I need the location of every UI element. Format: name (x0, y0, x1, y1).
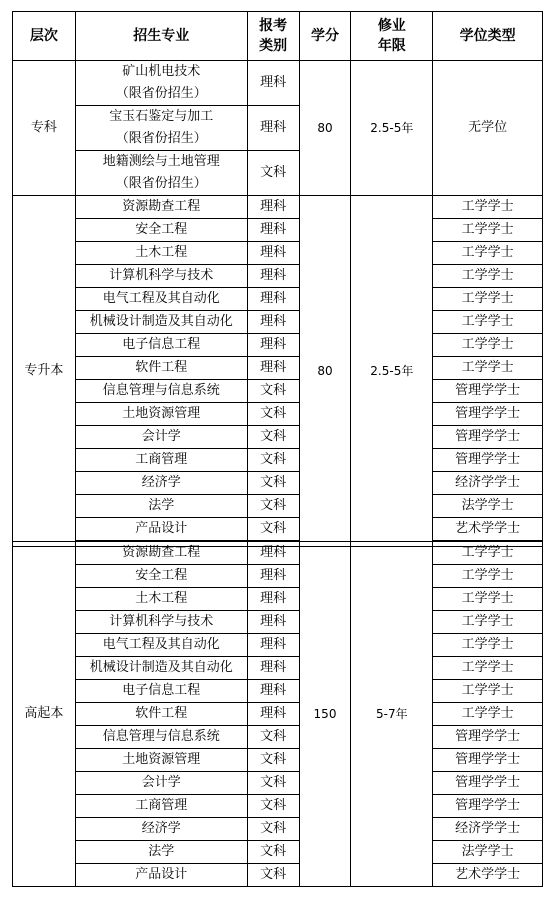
degree-cell: 无学位 (433, 61, 543, 196)
table-row (13, 749, 543, 772)
zhuanke-section (13, 61, 543, 196)
duration-cell: 2.5-5年 (351, 61, 433, 196)
category-cell: 理科 (247, 565, 299, 588)
major-cell: 信息管理与信息系统 (75, 380, 247, 403)
degree-cell: 工学学士 (433, 542, 543, 565)
major-cell: 产品设计 (75, 518, 247, 541)
degree-cell: 工学学士 (433, 357, 543, 380)
table-row (13, 311, 543, 334)
degree-cell: 艺术学学士 (433, 518, 543, 541)
category-cell: 文科 (247, 795, 299, 818)
category-cell: 理科 (247, 634, 299, 657)
major-cell: 安全工程 (75, 565, 247, 588)
category-cell: 理科 (247, 288, 299, 311)
table-row (13, 357, 543, 380)
table-row (13, 219, 543, 242)
header-level: 层次 (13, 12, 76, 61)
credits-cell: 150 (299, 542, 351, 887)
duration-cell: 2.5-5年 (351, 196, 433, 547)
degree-cell: 工学学士 (433, 219, 543, 242)
category-cell: 文科 (247, 518, 299, 541)
degree-cell: 工学学士 (433, 334, 543, 357)
category-cell: 理科 (247, 680, 299, 703)
degree-cell: 管理学学士 (433, 449, 543, 472)
category-cell: 理科 (247, 61, 299, 106)
level-cell: 专升本 (13, 196, 76, 547)
category-cell: 理科 (247, 196, 299, 219)
category-cell: 文科 (247, 726, 299, 749)
degree-cell: 法学学士 (433, 841, 543, 864)
degree-cell: 法学学士 (433, 495, 543, 518)
table-row (13, 657, 543, 680)
degree-cell: 经济学学士 (433, 472, 543, 495)
major-cell: 工商管理 (75, 795, 247, 818)
major-cell: 经济学 (75, 818, 247, 841)
major-name: 宝玉石鉴定与加工 (109, 109, 214, 124)
category-cell: 理科 (247, 334, 299, 357)
category-cell: 文科 (247, 495, 299, 518)
category-cell: 文科 (247, 426, 299, 449)
degree-cell: 管理学学士 (433, 380, 543, 403)
level-cell: 专科 (13, 61, 76, 196)
table-row (13, 611, 543, 634)
table-row (13, 196, 543, 219)
table-row (13, 61, 543, 106)
major-cell (75, 151, 247, 196)
category-cell: 理科 (247, 219, 299, 242)
table-row (13, 288, 543, 311)
category-cell: 理科 (247, 242, 299, 265)
major-cell: 土地资源管理 (75, 403, 247, 426)
major-cell (75, 61, 247, 106)
category-cell: 理科 (247, 106, 299, 151)
degree-cell: 工学学士 (433, 196, 543, 219)
category-cell: 理科 (247, 657, 299, 680)
degree-cell: 管理学学士 (433, 403, 543, 426)
category-cell: 文科 (247, 772, 299, 795)
table-row (13, 818, 543, 841)
degree-cell: 工学学士 (433, 657, 543, 680)
major-cell: 安全工程 (75, 219, 247, 242)
degree-cell: 艺术学学士 (433, 864, 543, 887)
table-row (13, 334, 543, 357)
category-cell: 理科 (247, 611, 299, 634)
degree-cell: 管理学学士 (433, 426, 543, 449)
table-row (13, 472, 543, 495)
table-row (13, 426, 543, 449)
category-cell: 文科 (247, 151, 299, 196)
category-cell: 理科 (247, 357, 299, 380)
major-cell: 工商管理 (75, 449, 247, 472)
category-cell: 文科 (247, 864, 299, 887)
zhuanshengben-section (13, 196, 543, 547)
major-cell: 机械设计制造及其自动化 (75, 311, 247, 334)
major-cell: 资源勘查工程 (75, 196, 247, 219)
table-row (13, 703, 543, 726)
category-cell: 理科 (247, 703, 299, 726)
duration-cell: 5-7年 (351, 542, 433, 887)
category-cell: 文科 (247, 380, 299, 403)
major-name: 矿山机电技术 (122, 64, 201, 79)
degree-cell: 工学学士 (433, 242, 543, 265)
major-cell: 软件工程 (75, 357, 247, 380)
gaoqiben-section (13, 542, 543, 887)
category-cell: 理科 (247, 542, 299, 565)
major-cell: 电子信息工程 (75, 680, 247, 703)
major-cell: 会计学 (75, 426, 247, 449)
degree-cell: 工学学士 (433, 634, 543, 657)
header-degree: 学位类型 (433, 12, 543, 61)
credits-cell: 80 (299, 61, 351, 196)
category-cell: 文科 (247, 841, 299, 864)
degree-cell: 工学学士 (433, 311, 543, 334)
major-cell: 土地资源管理 (75, 749, 247, 772)
degree-cell: 工学学士 (433, 288, 543, 311)
category-cell: 理科 (247, 588, 299, 611)
credits-cell: 80 (299, 196, 351, 547)
table-row (13, 680, 543, 703)
table-row (13, 518, 543, 541)
degree-cell: 管理学学士 (433, 795, 543, 818)
category-cell: 文科 (247, 472, 299, 495)
table-row (13, 403, 543, 426)
degree-cell: 工学学士 (433, 680, 543, 703)
table-row (13, 242, 543, 265)
table-row (13, 588, 543, 611)
degree-cell: 经济学学士 (433, 818, 543, 841)
table-row (13, 495, 543, 518)
category-cell: 文科 (247, 749, 299, 772)
major-cell: 电气工程及其自动化 (75, 288, 247, 311)
major-cell: 产品设计 (75, 864, 247, 887)
level-cell: 高起本 (13, 542, 76, 887)
degree-cell: 工学学士 (433, 703, 543, 726)
major-cell: 经济学 (75, 472, 247, 495)
major-cell: 法学 (75, 495, 247, 518)
admission-table-lower (12, 541, 543, 887)
table-row (13, 449, 543, 472)
table-row (13, 265, 543, 288)
degree-cell: 工学学士 (433, 265, 543, 288)
admission-table-upper (12, 11, 543, 547)
table-row (13, 565, 543, 588)
table-row (13, 380, 543, 403)
major-cell: 资源勘查工程 (75, 542, 247, 565)
major-cell: 电子信息工程 (75, 334, 247, 357)
degree-cell: 管理学学士 (433, 726, 543, 749)
table-row (13, 634, 543, 657)
category-cell: 文科 (247, 818, 299, 841)
major-note: （限省份招生） (115, 176, 207, 191)
table-row (13, 795, 543, 818)
major-cell: 软件工程 (75, 703, 247, 726)
category-cell: 理科 (247, 311, 299, 334)
major-cell: 土木工程 (75, 242, 247, 265)
major-cell: 土木工程 (75, 588, 247, 611)
table-row (13, 841, 543, 864)
major-cell (75, 106, 247, 151)
degree-cell: 工学学士 (433, 611, 543, 634)
major-cell: 机械设计制造及其自动化 (75, 657, 247, 680)
major-cell: 会计学 (75, 772, 247, 795)
header-major: 招生专业 (75, 12, 247, 61)
major-note: （限省份招生） (115, 86, 207, 101)
major-cell: 计算机科学与技术 (75, 611, 247, 634)
major-cell: 电气工程及其自动化 (75, 634, 247, 657)
table-row (13, 864, 543, 887)
table-row (13, 726, 543, 749)
degree-cell: 管理学学士 (433, 772, 543, 795)
header-category: 报考 类别 (247, 12, 299, 61)
category-cell: 理科 (247, 265, 299, 288)
header-credits: 学分 (299, 12, 351, 61)
degree-cell: 工学学士 (433, 565, 543, 588)
category-cell: 文科 (247, 403, 299, 426)
major-cell: 法学 (75, 841, 247, 864)
degree-cell: 管理学学士 (433, 749, 543, 772)
category-cell: 文科 (247, 449, 299, 472)
major-cell: 信息管理与信息系统 (75, 726, 247, 749)
major-note: （限省份招生） (115, 131, 207, 146)
major-cell: 计算机科学与技术 (75, 265, 247, 288)
major-name: 地籍测绘与土地管理 (102, 154, 220, 169)
degree-cell: 工学学士 (433, 588, 543, 611)
header-duration: 修业 年限 (351, 12, 433, 61)
table-row (13, 542, 543, 565)
table-row (13, 772, 543, 795)
table-header-row (13, 12, 543, 61)
